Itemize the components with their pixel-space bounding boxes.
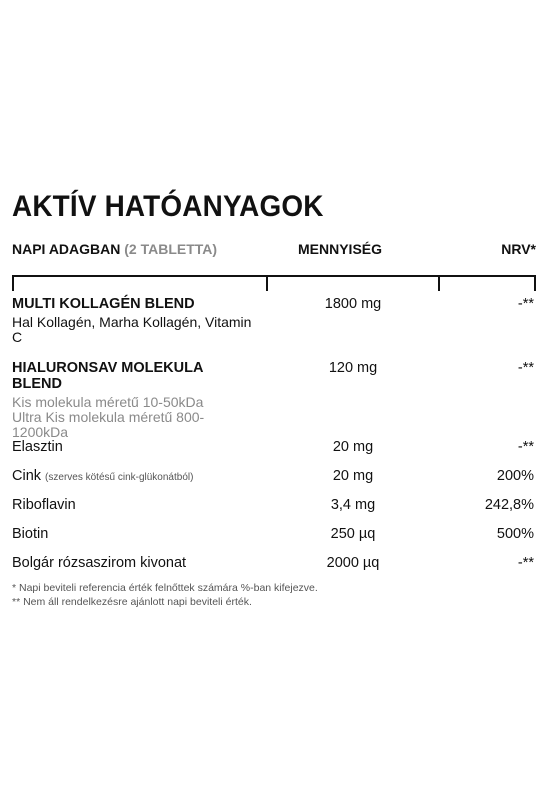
ingredient-name: Elasztin	[12, 439, 63, 455]
ingredient-name: MULTI KOLLAGÉN BLEND	[12, 296, 195, 312]
ingredient-name: Riboflavin	[12, 497, 76, 513]
ingredient-amount: 2000 µq	[326, 555, 380, 571]
ingredient-amount: 1800 mg	[324, 296, 382, 312]
ingredient-amount: 250 µq	[330, 526, 376, 542]
ingredient-name: Cink	[12, 468, 42, 484]
ingredient-nrv: -**	[517, 360, 534, 376]
ingredient-details: Kis molekula méretű 10-50kDa Ultra Kis molekula méretű 800-1200kDa	[12, 394, 205, 440]
column-header-ingredient-main: NAPI ADAGBAN	[12, 241, 121, 257]
ingredient-amount: 20 mg	[332, 439, 374, 455]
ingredient-amount: 120 mg	[328, 360, 378, 376]
ingredient-amount: 20 mg	[332, 468, 374, 484]
ingredient-nrv: -**	[517, 439, 534, 455]
ingredient-nrv: -**	[517, 555, 534, 571]
ingredient-name: HIALURONSAV MOLEKULA BLEND	[12, 360, 203, 392]
ingredient-note: (szerves kötésű cink-glükonátból)	[45, 472, 194, 483]
divider-tick	[534, 275, 536, 291]
column-header-ingredient-dose: (2 TABLETTA)	[124, 241, 218, 257]
column-header-nrv: NRV*	[501, 241, 536, 257]
divider-tick	[438, 275, 440, 291]
ingredient-nrv: 242,8%	[484, 497, 534, 513]
ingredient-name: Bolgár rózsaszirom kivonat	[12, 555, 187, 571]
column-header-ingredient	[12, 241, 217, 257]
ingredient-nrv: 200%	[496, 468, 534, 484]
ingredient-nrv: -**	[517, 296, 534, 312]
divider-tick	[12, 275, 14, 291]
header-divider	[12, 275, 536, 277]
footnote: ** Nem áll rendelkezésre ajánlott napi beviteli érték.	[12, 596, 252, 608]
divider-tick	[266, 275, 268, 291]
page-title: AKTÍV HATÓANYAGOK	[12, 190, 324, 223]
ingredient-nrv: 500%	[496, 526, 534, 542]
ingredient-details: Hal Kollagén, Marha Kollagén, Vitamin C	[12, 314, 252, 345]
footnote: * Napi beviteli referencia érték felnőttek számára %-ban kifejezve.	[12, 582, 318, 594]
ingredient-amount: 3,4 mg	[330, 497, 376, 513]
ingredient-name: Biotin	[12, 526, 49, 542]
column-header-amount: MENNYISÉG	[298, 241, 383, 257]
